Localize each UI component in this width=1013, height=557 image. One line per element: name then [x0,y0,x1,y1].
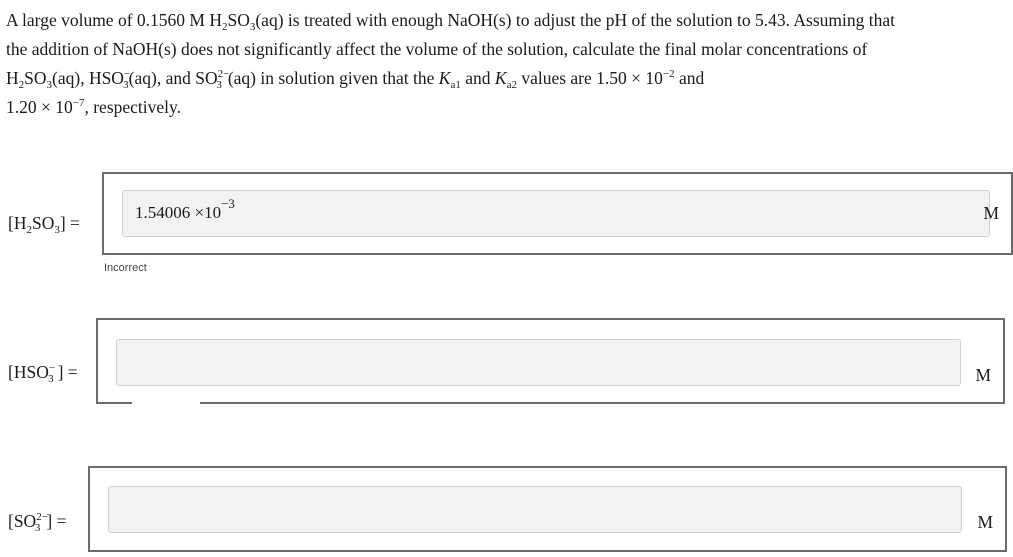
q-text: values are 1.50 × 10 [516,68,663,88]
hso3-frame-edge [96,402,132,404]
q-sub: 2 [221,21,228,33]
q-sub: 3 [216,79,222,91]
q-text: 1.20 × 10 [6,97,73,117]
ka1-symbol: K [438,68,451,88]
hso3-frame-edge [200,402,1005,404]
h2so3-unit: M [983,203,999,223]
value-mantissa: 1.54006 ×10 [135,203,222,222]
h2so3-input[interactable] [122,190,990,237]
h2so3-answer-frame [102,172,1013,255]
question-text [6,6,1006,122]
label-part: ] = [57,362,78,382]
label-part: [SO [8,511,37,531]
label-part: ] = [59,213,80,233]
ka2-symbol: K [494,68,507,88]
label-sub: 3 [48,373,54,385]
label-part: [HSO [8,362,49,382]
q-sub: a1 [450,79,461,91]
h2so3-label [8,213,80,234]
q-text: , respectively. [84,97,182,117]
q-text: and [460,68,495,88]
q-text: (aq) in solution given that the [227,68,439,88]
q-sub: 2 [18,79,25,91]
so3-input[interactable] [108,486,962,533]
q-sup: − [123,68,131,80]
question-line-2: the addition of NaOH(s) does not significantly affect the volume of the solution, calculate the final molar concentrations of [6,39,868,59]
q-text: and [674,68,705,88]
question-line-3 [6,64,1006,93]
so3-label [8,511,67,532]
label-sub: 3 [34,522,41,534]
q-text: A large volume of 0.1560 M H [6,10,222,30]
label-sub: 2 [26,224,32,236]
question-line-4 [6,93,1006,122]
q-text: H [6,68,19,88]
so3-unit: M [977,512,993,532]
q-text: (aq) is treated with enough NaOH(s) to adjust the pH of the solution to 5.43. Assuming that [255,10,895,30]
q-sup: −2 [662,68,675,80]
h2so3-status: Incorrect [104,262,147,274]
hso3-answer-frame [96,318,1005,404]
label-sub: 3 [54,224,60,236]
label-part: ] = [46,511,67,531]
q-sup: 2− [217,68,230,80]
label-part: [H [8,213,27,233]
h2so3-input-value [135,196,235,223]
label-sup: − [48,362,56,374]
label-part: SO [31,213,55,233]
hso3-unit: M [975,365,991,385]
value-exponent: −3 [221,196,235,211]
hso3-label [8,362,78,383]
q-sup: −7 [72,97,85,109]
q-text: (aq), HSO [52,68,124,88]
label-sup: 2− [36,511,48,523]
q-sub: 3 [46,79,53,91]
q-sub: 3 [249,21,256,33]
q-text: (aq), and SO [128,68,218,88]
q-sub: a2 [506,79,517,91]
q-text: SO [227,10,250,30]
q-text: SO [24,68,47,88]
question-line-1 [6,6,1006,35]
q-sub: 3 [123,79,129,91]
so3-answer-frame [88,466,1007,552]
hso3-input[interactable] [116,339,961,386]
